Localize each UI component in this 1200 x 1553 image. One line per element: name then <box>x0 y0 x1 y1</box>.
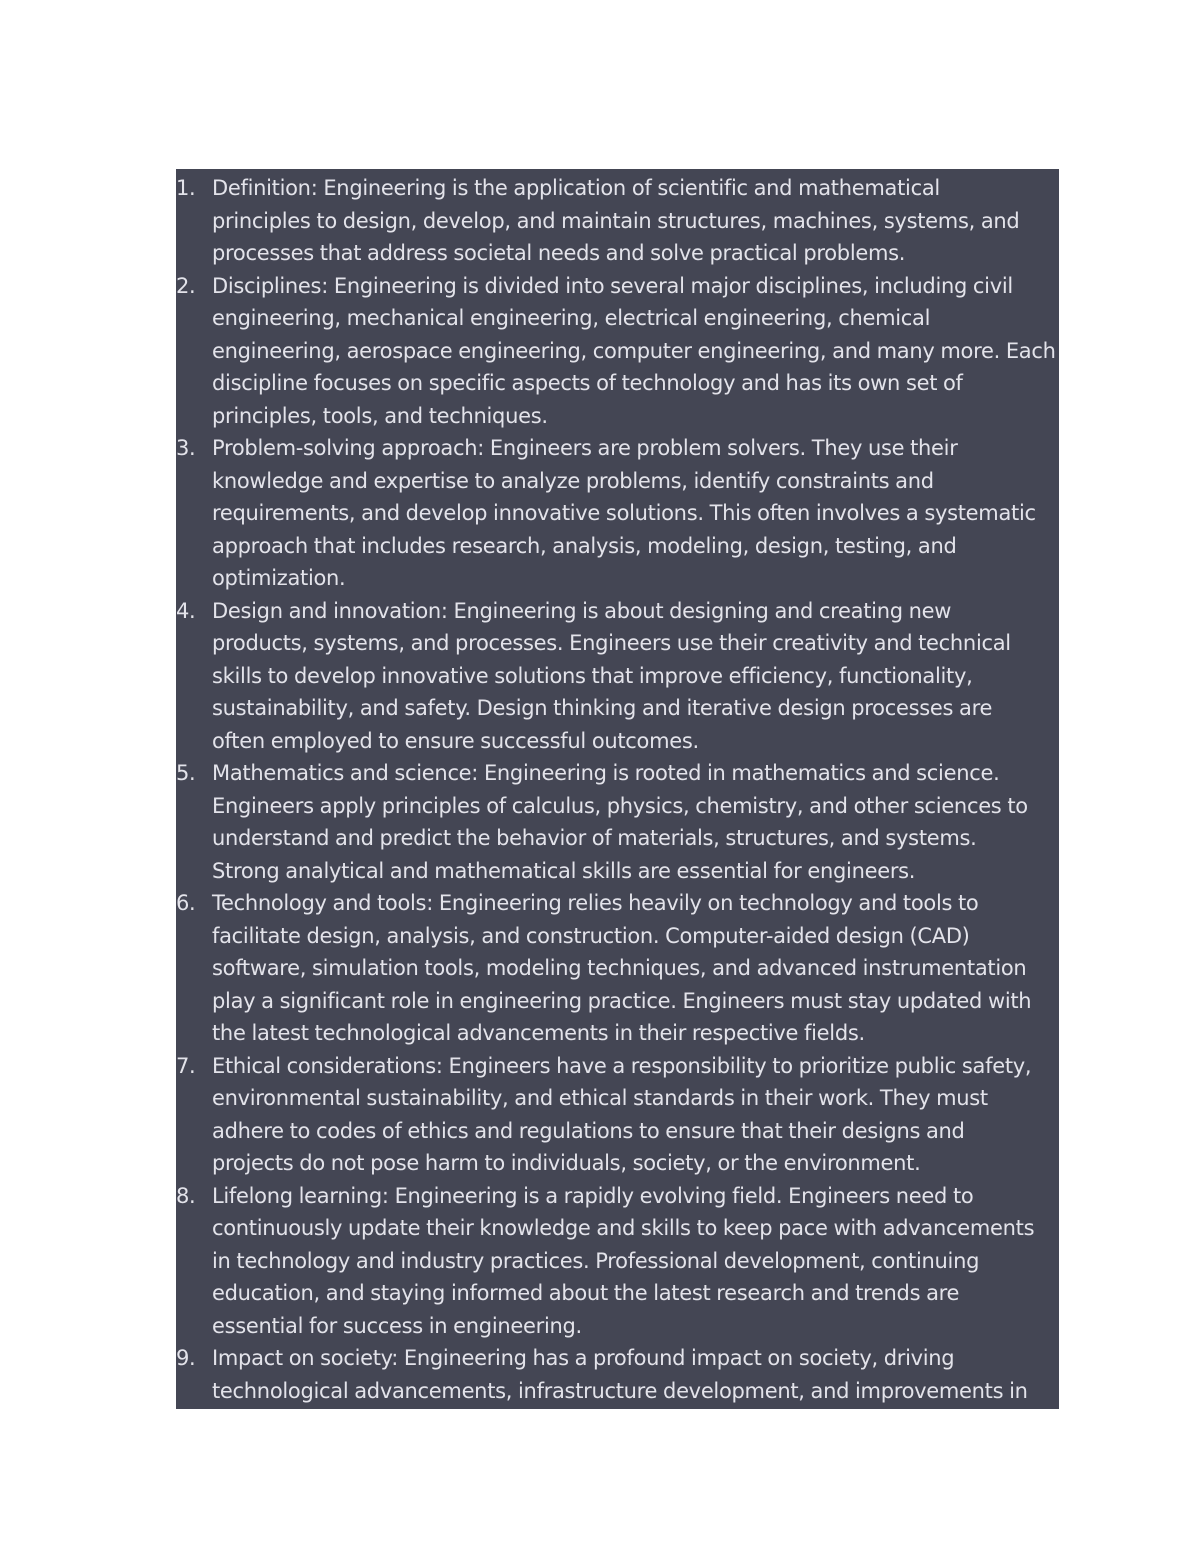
list-item-text-line: education, and staying informed about the latest research and trends are <box>212 1281 960 1305</box>
list-item-text-line: understand and predict the behavior of materials, structures, and systems. <box>212 826 977 850</box>
list-item-text-line: Definition: Engineering is the application of scientific and mathematical <box>212 176 940 200</box>
list-item-number: 2. <box>176 273 196 298</box>
list-item-text-line: essential for success in engineering. <box>212 1313 582 1338</box>
list-item <box>176 1180 1059 1343</box>
list-item-number: 8. <box>176 1183 196 1208</box>
list-item-text-line: Ethical considerations: Engineers have a responsibility to prioritize public safety, <box>212 1053 1032 1078</box>
list-item-text-line: often employed to ensure successful outcomes. <box>212 728 699 753</box>
list-item-text-line: Engineers apply principles of calculus, physics, chemistry, and other sciences to <box>212 793 1028 818</box>
list-item <box>176 887 1059 1050</box>
list-item-text-line: adhere to codes of ethics and regulations to ensure that their designs and <box>212 1118 965 1143</box>
list-item-text-line: Disciplines: Engineering is divided into several major disciplines, including civil <box>212 273 1013 298</box>
list-item-text-line: knowledge and expertise to analyze problems, identify constraints and <box>212 468 934 493</box>
list-item <box>176 432 1059 595</box>
list-item-text-line: Mathematics and science: Engineering is rooted in mathematics and science. <box>212 761 1000 785</box>
list-item-text-line: Impact on society: Engineering has a profound impact on society, driving <box>212 1346 955 1370</box>
list-item-text-line: requirements, and develop innovative solutions. This often involves a systematic <box>212 501 1036 525</box>
list-item-text-line: continuously update their knowledge and skills to keep pace with advancements <box>212 1216 1035 1240</box>
list-item-number: 3. <box>176 436 196 460</box>
list-item <box>176 172 1059 270</box>
list-item-text-line: facilitate design, analysis, and construction. Computer-aided design (CAD) <box>212 923 970 948</box>
list-item-text-line: Technology and tools: Engineering relies heavily on technology and tools to <box>212 891 979 915</box>
numbered-list <box>176 172 1059 1407</box>
list-item <box>176 1050 1059 1180</box>
list-item-text-line: approach that includes research, analysis, modeling, design, testing, and <box>212 533 957 558</box>
list-item-text-line: principles to design, develop, and maintain structures, machines, systems, and <box>212 208 1020 233</box>
list-item <box>176 270 1059 433</box>
list-item-text-line: environmental sustainability, and ethical standards in their work. They must <box>212 1086 988 1110</box>
list-item <box>176 757 1059 887</box>
list-item-text-line: Design and innovation: Engineering is about designing and creating new <box>212 598 952 623</box>
list-item-number: 5. <box>176 761 196 785</box>
list-item-number: 4. <box>176 598 196 623</box>
list-item-text-line: Problem-solving approach: Engineers are problem solvers. They use their <box>212 436 958 460</box>
list-item-text-line: projects do not pose harm to individuals, society, or the environment. <box>212 1151 921 1175</box>
list-item-text-line: optimization. <box>212 566 346 590</box>
list-item-text-line: sustainability, and safety. Design thinking and iterative design processes are <box>212 696 993 720</box>
list-item-text-line: skills to develop innovative solutions that improve efficiency, functionality, <box>212 663 973 688</box>
list-item <box>176 1342 1059 1407</box>
list-item-number: 9. <box>176 1346 196 1370</box>
list-item-text-line: engineering, aerospace engineering, computer engineering, and many more. Each <box>212 338 1056 363</box>
list-item-number: 7. <box>176 1053 196 1078</box>
list-item-number: 6. <box>176 891 196 915</box>
list-item-text-line: in technology and industry practices. Professional development, continuing <box>212 1248 980 1273</box>
list-item-text-line: engineering, mechanical engineering, electrical engineering, chemical <box>212 306 931 330</box>
list-item-text-line: Strong analytical and mathematical skills are essential for engineers. <box>212 858 916 883</box>
list-item-text-line: software, simulation tools, modeling techniques, and advanced instrumentation <box>212 956 1027 980</box>
list-item <box>176 595 1059 758</box>
list-item-number: 1. <box>176 176 196 200</box>
list-item-text-line: play a significant role in engineering practice. Engineers must stay updated with <box>212 988 1032 1013</box>
list-item-text-line: technological advancements, infrastructure development, and improvements in <box>212 1378 1028 1403</box>
content-block <box>176 169 1059 1409</box>
list-item-text-line: the latest technological advancements in their respective fields. <box>212 1021 865 1045</box>
list-item-text-line: Lifelong learning: Engineering is a rapidly evolving field. Engineers need to <box>212 1183 974 1208</box>
list-item-text-line: discipline focuses on specific aspects of technology and has its own set of <box>212 371 963 395</box>
list-item-text-line: products, systems, and processes. Engineers use their creativity and technical <box>212 631 1011 655</box>
list-item-text-line: processes that address societal needs and solve practical problems. <box>212 241 906 265</box>
list-item-text-line: principles, tools, and techniques. <box>212 403 548 428</box>
